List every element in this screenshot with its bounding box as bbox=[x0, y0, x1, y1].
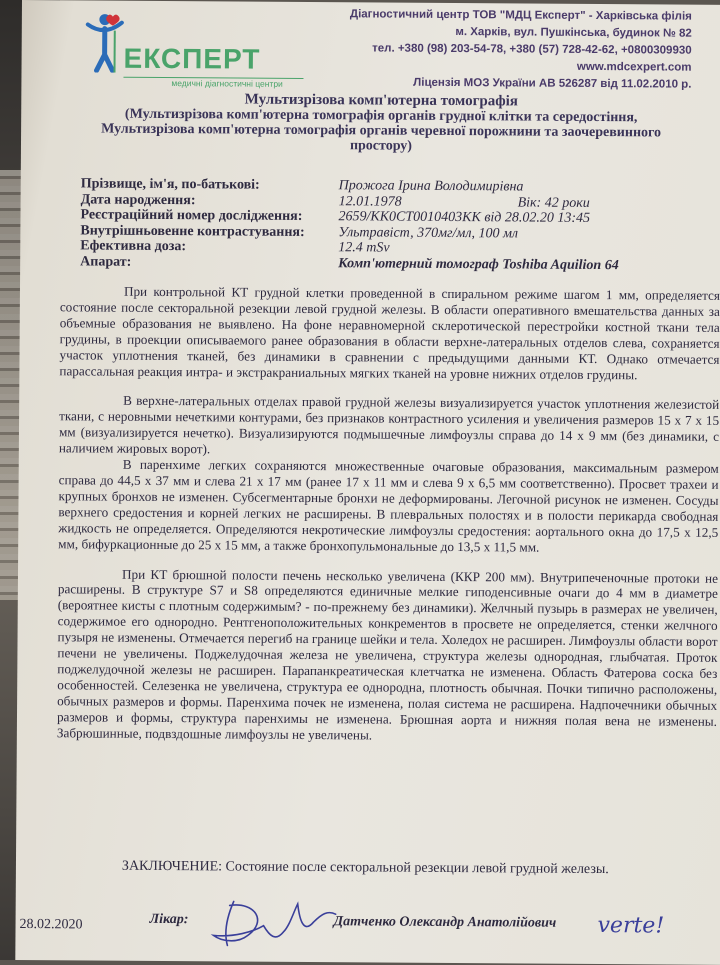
paragraph-lungs: В паренхиме легких сохраняются множественные очаговые образования, максимальным размером справа до 44,5 х 37 мм и слева 21 х 17 мм (ранее 17 х 11 мм и слева 9 х 6,5 мм соответственно). Просвет трахеи и крупных бронхов не изменен. Субсегментарные бронхи не деформированы. Легочной рисунок не изменен. Сосуды верхнего средостения и корней легких не расширены. В плевральных полостях и в полости перикарда свободная жидкость не определяется. Определяются некротические лимфоузлы средостения: аортального окна до 17,5 х 12,5 мм, бифуркационные до 25 х 15 мм, а также бронхопульмональные до 13,5 х 11,5 мм. bbox=[58, 456, 719, 555]
logo-figure-icon bbox=[81, 10, 127, 72]
report-date: 28.02.2020 bbox=[19, 917, 83, 933]
doctor-name: Датченко Олександр Анатолійович bbox=[333, 914, 557, 931]
company-address: м. Харків, вул. Пушкінська, будинок № 82 bbox=[455, 26, 692, 40]
device-value: Комп'ютерний томограф Toshiba Aquilion 64 bbox=[338, 255, 619, 273]
dob-value: 12.01.1978 bbox=[338, 193, 402, 210]
report-body bbox=[57, 283, 720, 745]
dose-label: Ефективна доза: bbox=[80, 238, 187, 255]
contrast-value: Ультравіст, 370мг/мл, 100 мл bbox=[338, 224, 519, 241]
company-website: www.mdcexpert.com bbox=[576, 60, 692, 74]
company-info bbox=[349, 6, 692, 93]
company-license: Ліцензія МОЗ України АВ 526287 від 11.02.2010 р. bbox=[413, 76, 692, 91]
dose-value: 12.4 mSv bbox=[338, 240, 390, 256]
paragraph-abdomen: При КТ брюшной полости печень несколько увеличена (ККР 200 мм). Внутрипеченочные протоки не расширены. В структуре S7 и S8 определяются единичные мелкие гиподенсивные очаги до 4 мм в диаметре (вероятнее кисты с плотным содержимым? - по-прежнему без динамики). Желчный пузырь в размерах не увеличен, содержимое его однородно. Рентгеноположительных конкрементов в просвете не определяется, стенки желчного пузыря не изменены. Отмечается перегиб на границе шейки и тела. Холедох не расширен. Лимфоузлы области ворот печени не увеличены. Поджелудочная железа не увеличена, структура железы однородная, глыбчатая. Проток поджелудочной железы не расширен. Парапанкреатическая клетчатка не изменена. Область Фатерова соска без особенностей. Селезенка не увеличена, структура ее однородна, плотность обычная. Почки типично расположены, обычных размеров и формы. Паренхима почек не изменена, полая система не расширена. Надпочечники обычных размеров и формы, структура паренхимы не изменена. Брюшная аорта и нижняя полая вена не изменены. Забрюшинные, подвздошные лимфоузлы не увеличены. bbox=[56, 566, 719, 743]
name-label: Прізвище, ім'я, по-батькові: bbox=[80, 176, 260, 193]
company-phones: тел. +380 (98) 203-54-78, +380 (57) 728-42-62, +0800309930 bbox=[372, 42, 692, 57]
handwritten-note bbox=[593, 892, 689, 945]
svg-text:verte!: verte! bbox=[597, 913, 665, 939]
doctor-label: Лікар: bbox=[149, 911, 189, 928]
reg-value: 2659/KK0CT0010403KK від 28.02.20 13:45 bbox=[338, 209, 591, 226]
paragraph-breast: В верхне-латеральных отделах правой грудной железы визуализируется участок уплотнения железистой ткани, с неровными нечеткими контурами, без признаков контрастного усиления и увеличения размеров 15 х 7 х 15 мм (визуализируется нечетко). Визуализируются подмышечные лимфоузлы справа до 14 х 9 мм (без динамики, с наличием жировых ворот). bbox=[58, 393, 720, 457]
letterhead bbox=[21, 0, 720, 95]
logo-name: ЕКСПЕРТ bbox=[123, 42, 261, 75]
title-main: Мультизрізова комп'ютерна томографія bbox=[244, 91, 518, 110]
field-row-device bbox=[80, 254, 700, 274]
conclusion: ЗАКЛЮЧЕНИЕ: Состояние после секторальной резекции левой грудной железы. bbox=[121, 858, 609, 878]
document-page bbox=[15, 0, 720, 965]
age-value: Вік: 42 роки bbox=[517, 194, 590, 211]
dob-label: Дата народження: bbox=[80, 191, 196, 208]
reg-label: Реєстраційний номер дослідження: bbox=[80, 207, 303, 224]
report-title bbox=[81, 91, 681, 155]
paragraph-chest: При контрольной КТ грудной клетки проведенной в спиральном режиме шагом 1 мм, определяется состояние после секторальной резекции левой грудной железы. В области оперативного вмешательства данных за объемные образования не выявлено. На фоне неравномерной склеротической перестройки костной ткани тела грудины, в проекции описываемого ранее образования в области верхне-латеральных отделов слева, сохраняется участок уплотнения тканей, без динамики в сравнении с предыдущими данными КТ. Однако отмечается парассальная реакция интра- и экстракраниальных мягких тканей на уровне нижних отделов грудины. bbox=[59, 283, 720, 382]
title-subtitle: (Мультизрізова комп'ютерна томографія органів грудної клітки та середостіння, Мультизрізова комп'ютерна томографія органів черевної порожнини та заочеревинного простору) bbox=[101, 106, 662, 154]
company-name: Діагностичний центр ТОВ "МДЦ Експерт" - Харківська філія bbox=[349, 8, 692, 23]
logo-tagline: медичні діагностичні центри bbox=[171, 78, 283, 89]
contrast-label: Внутрішньовенне контрастування: bbox=[80, 222, 305, 240]
patient-fields bbox=[80, 176, 701, 273]
name-value: Прожога Ірина Володимирівна bbox=[338, 178, 524, 195]
doctor-signature bbox=[203, 891, 343, 952]
company-logo bbox=[71, 6, 302, 90]
device-label: Апарат: bbox=[80, 253, 132, 270]
